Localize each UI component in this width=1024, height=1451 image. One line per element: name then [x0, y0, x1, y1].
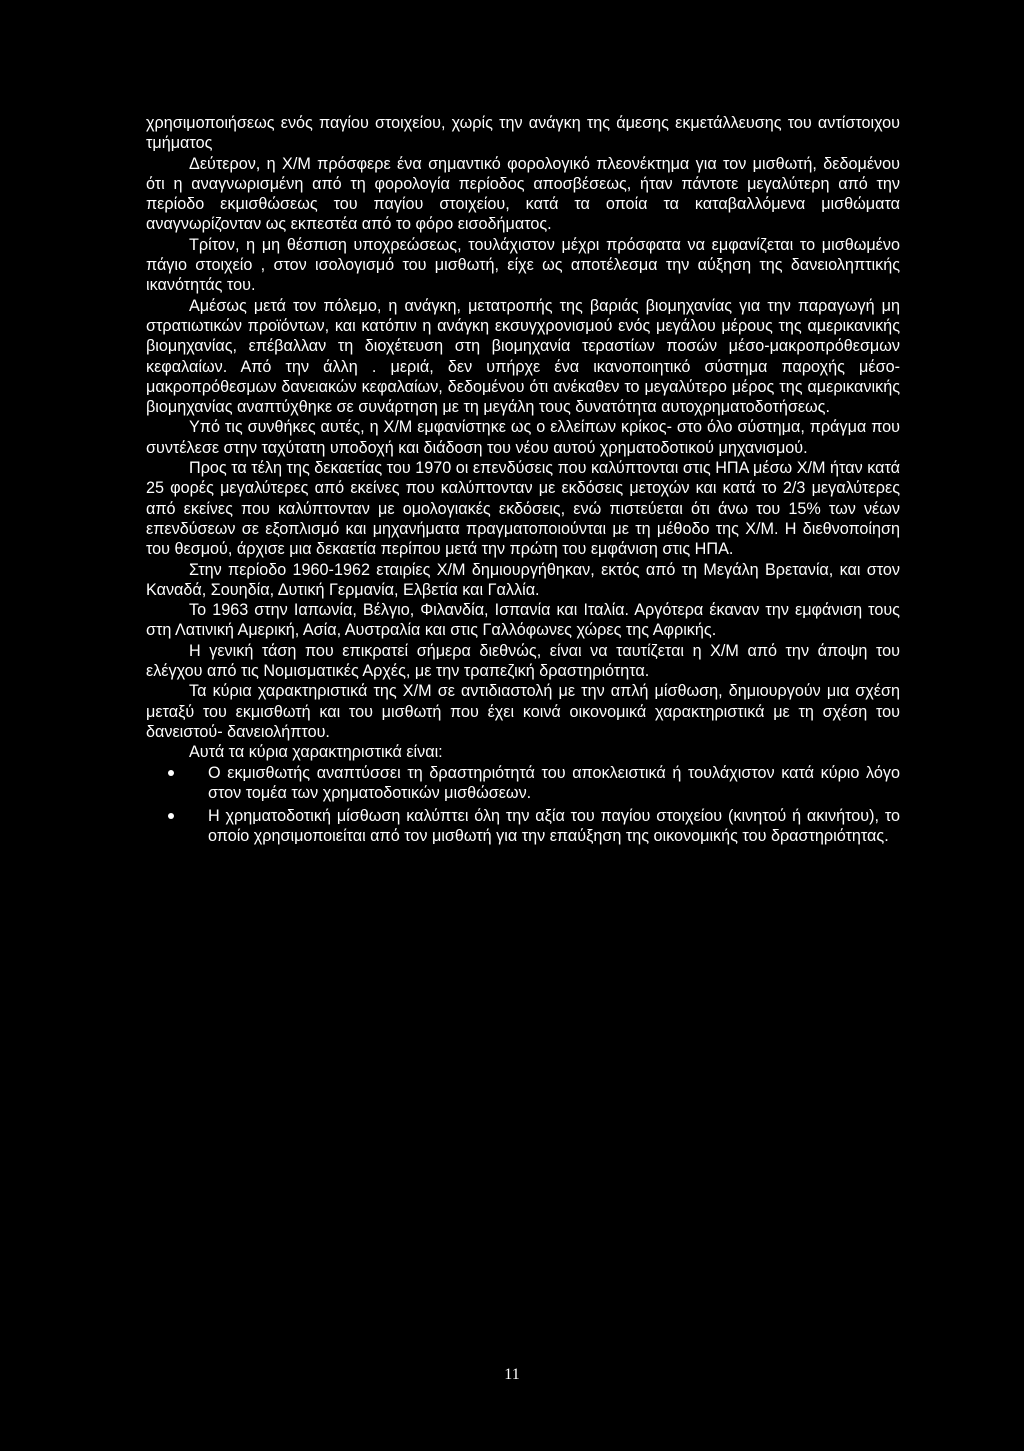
paragraph-3: Τρίτον, η μη θέσπιση υποχρεώσεως, τουλάχιστον μέχρι πρόσφατα να εμφανίζεται το μισθωμένο πάγιο στοιχείο , στον ισολογισμό του μισθωτή, είχε ως αποτέλεσμα την αύξηση της δανειοληπτικής ικανότητάς του.	[146, 235, 900, 295]
paragraph-6: Προς τα τέλη της δεκαετίας του 1970 οι επενδύσεις που καλύπτονται στις ΗΠΑ μέσω Χ/Μ ήταν κατά 25 φορές μεγαλύτερες από εκείνες που καλύπτονταν με εκδόσεις μετοχών και κατά το 2/3 μεγαλύτερες από εκείνες που καλύπτονταν με ομολογιακές εκδόσεις, ενώ πιστεύεται ότι άνω του 15% των νέων επενδύσεων σε εξοπλισμό και μηχανήματα πραγματοποιούνται με τη μέθοδο της Χ/Μ. Η διεθνοποίηση του θεσμού, άρχισε μια δεκαετία περίπου μετά την πρώτη του εμφάνιση στις ΗΠΑ.	[146, 459, 900, 559]
bullet-item-text: Η χρηματοδοτική μίσθωση καλύπτει όλη την αξία του παγίου στοιχείου (κινητού ή ακινήτου), το οποίο χρησιμοποιείται από τον μισθωτή για την επαύξηση της οικονομικής του δραστηριότητας.	[208, 807, 900, 846]
document-body	[146, 113, 900, 850]
paragraph-1: χρησιμοποιήσεως ενός παγίου στοιχείου, χωρίς την ανάγκη της άμεσης εκμετάλλευσης του αντίστοιχου τμήματος	[146, 114, 900, 153]
bullet-list	[146, 763, 900, 847]
paragraph-11: Αυτά τα κύρια χαρακτηριστικά είναι:	[189, 743, 443, 762]
bullet-item-text: Ο εκμισθωτής αναπτύσσει τη δραστηριότητά του αποκλειστικά ή τουλάχιστον κατά κύριο λόγο στον τομέα των χρηματοδοτικών μισθώσεων.	[208, 763, 900, 802]
paragraph-8: Το 1963 στην Ιαπωνία, Βέλγιο, Φιλανδία, Ισπανία και Ιταλία. Αργότερα έκαναν την εμφάνιση τους στη Λατινική Αμερική, Ασία, Αυστραλία και στις Γαλλόφωνες χώρες της Αφρικής.	[146, 601, 900, 640]
bullet-icon	[168, 770, 174, 776]
paragraph-7: Στην περίοδο 1960-1962 εταιρίες Χ/Μ δημιουργήθηκαν, εκτός από τη Μεγάλη Βρετανία, και στον Καναδά, Σουηδία, Δυτική Γερμανία, Ελβετία και Γαλλία.	[146, 560, 900, 599]
paragraph-4: Αμέσως μετά τον πόλεμο, η ανάγκη, μετατροπής της βαριάς βιομηχανίας για την παραγωγή μη στρατιωτικών προϊόντων, και κατόπιν η ανάγκη εκσυγχρονισμού ενός μεγάλου μέρους της αμερικανικής βιομηχανίας, επέβαλλαν τη διοχέτευση στη βιομηχανία τεραστίων ποσών μέσο-μακροπρόθεσμων κεφαλαίων. Από την άλλη . μεριά, δεν υπήρχε ένα ικανοποιητικό σύστημα παροχής μέσο-μακροπρόθεσμων δανειακών κεφαλαίων, δεδομένου ότι ανέκαθεν το μεγαλύτερο μέρος της αμερικανικής βιομηχανίας αναπτύχθηκε σε συνάρτηση με τη μεγάλη τους δυνατότητα αυτοχρηματοδοτήσεως.	[146, 296, 900, 417]
bullet-item-1	[208, 763, 900, 804]
bullet-item-2	[208, 806, 900, 847]
paragraph-10: Τα κύρια χαρακτηριστικά της Χ/Μ σε αντιδιαστολή με την απλή μίσθωση, δημιουργούν μια σχέση μεταξύ του εκμισθωτή και του μισθωτή που έχει κοινά οικονομικά χαρακτηριστικά με τη σχέση του δανειστού- δανειολήπτου.	[146, 682, 900, 741]
page-number: 11	[504, 1366, 520, 1383]
paragraph-9: Η γενική τάση που επικρατεί σήμερα διεθνώς, είναι να ταυτίζεται η Χ/Μ από την άποψη του ελέγχου από τις Νομισματικές Αρχές, με την τραπεζική δραστηριότητα.	[146, 641, 900, 681]
bullet-icon	[168, 813, 174, 819]
paragraph-5: Υπό τις συνθήκες αυτές, η Χ/Μ εμφανίστηκε ως ο ελλείπων κρίκος- στο όλο σύστημα, πράγμα που συντέλεσε στην ταχύτατη υποδοχή και διάδοση του νέου αυτού χρηματοδοτικού μηχανισμού.	[146, 418, 900, 457]
paragraph-2: Δεύτερον, η Χ/Μ πρόσφερε ένα σημαντικό φορολογικό πλεονέκτημα για τον μισθωτή, δεδομένου ότι η αναγνωρισμένη από τη φορολογία περίοδος αποσβέσεως, ήταν πάντοτε μεγαλύτερη από την περίοδο εκμισθώσεως του παγίου στοιχείου, κατά τα οποία τα καταβαλλόμενα μισθώματα αναγνωρίζονταν ως εκπεστέα από το φόρο εισοδήματος.	[146, 154, 900, 234]
